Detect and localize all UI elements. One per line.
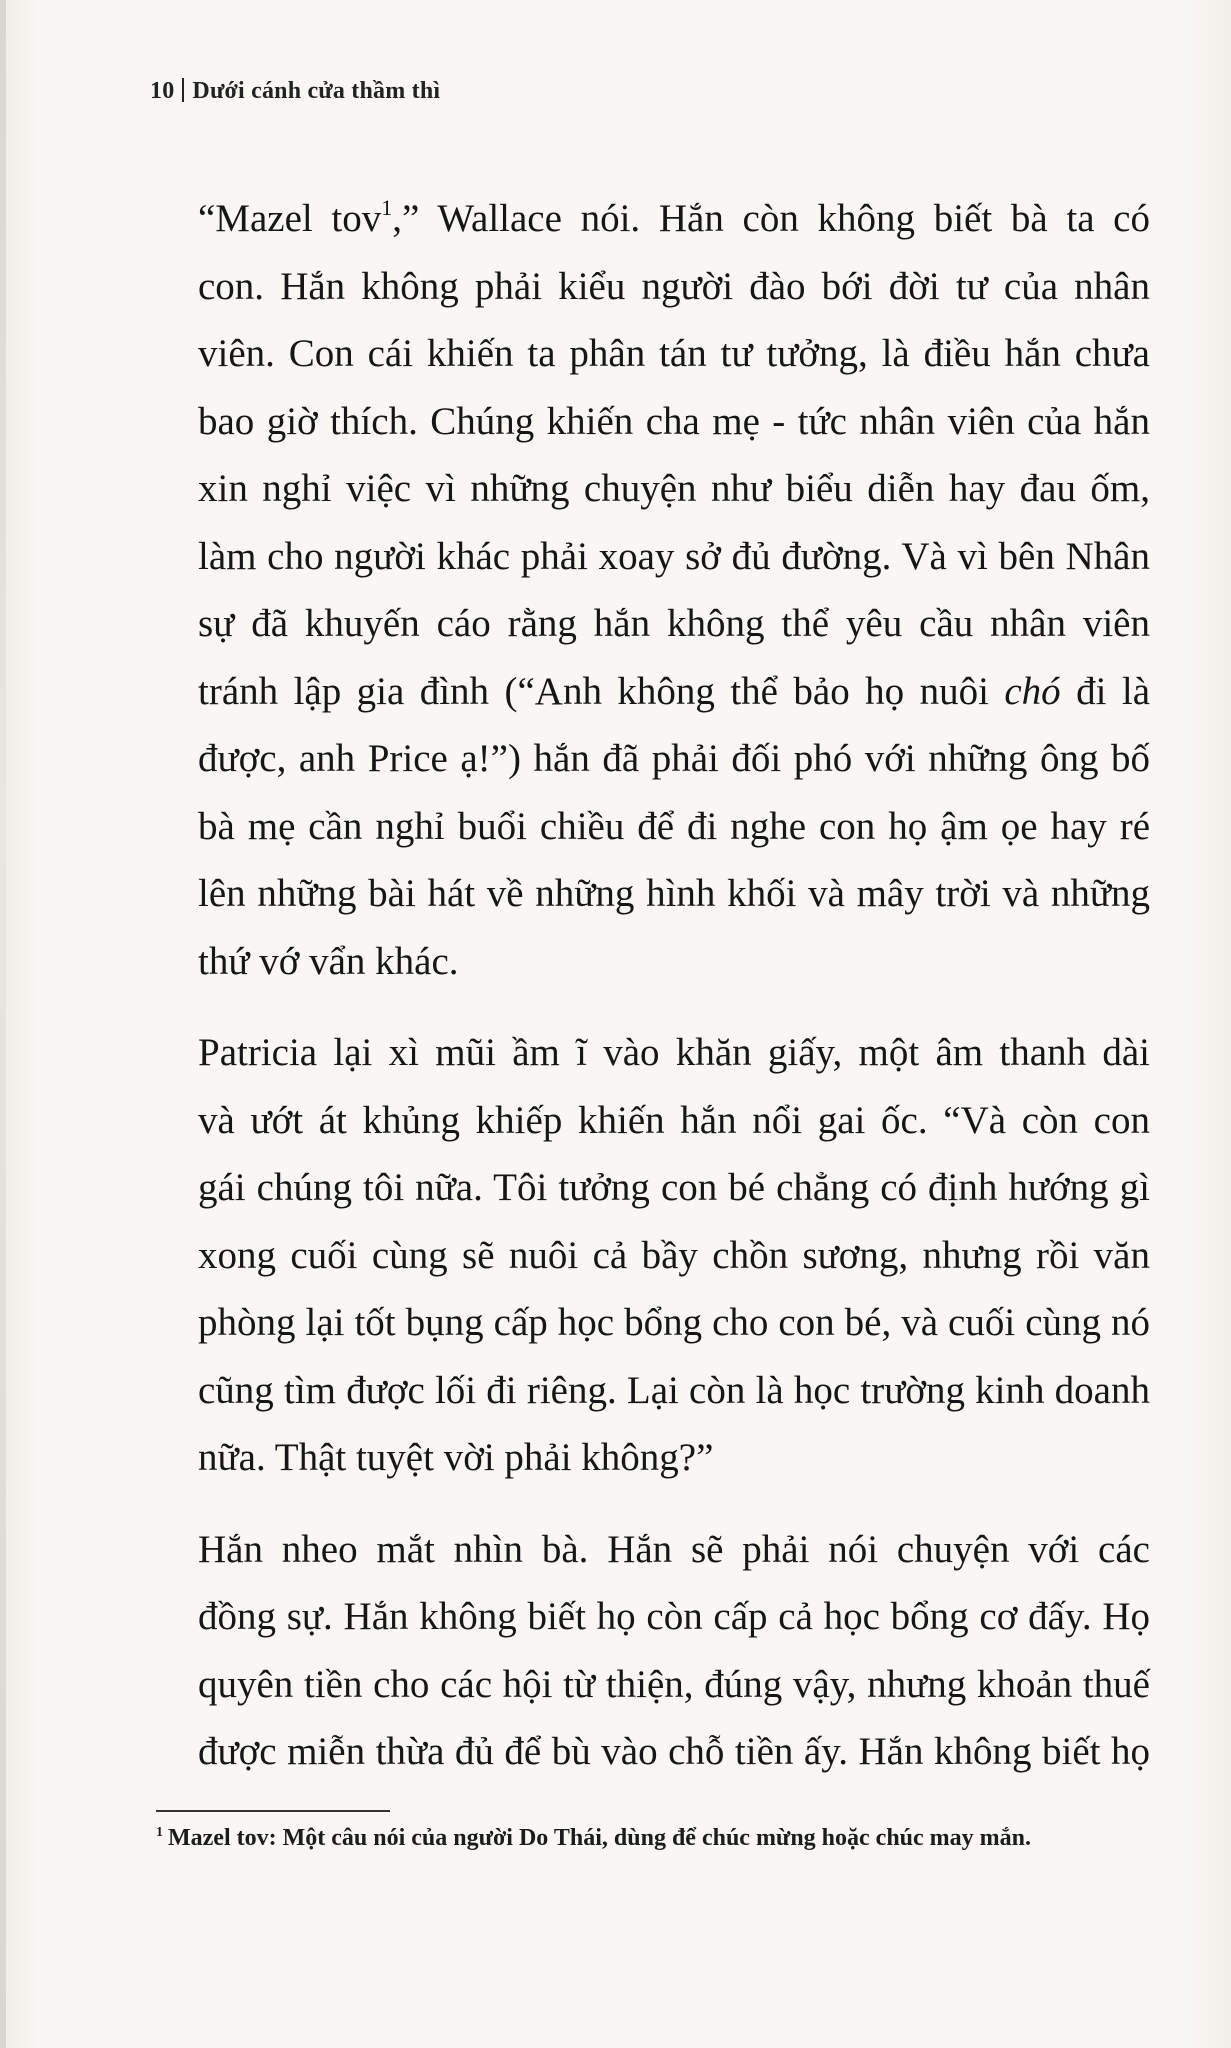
text-line: đồng sự. Hắn không biết họ còn cấp cả học bổng cơ đấy. Họ: [198, 1595, 1150, 1638]
text-line: thứ vớ vẩn khác.: [198, 939, 459, 983]
text-line: được, anh Price ạ!”) hắn đã phải đối phó với những ông bố: [198, 737, 1150, 780]
text-line: Hắn nheo mắt nhìn bà. Hắn sẽ phải nói chuyện với các: [198, 1527, 1150, 1571]
text-segment: đi là: [1060, 669, 1151, 713]
book-title: Dưới cánh cửa thầm thì: [192, 78, 441, 104]
text-line: nữa. Thật tuyệt vời phải không?”: [198, 1436, 714, 1479]
text-line: xong cuối cùng sẽ nuôi cả bầy chồn sương, nhưng rồi văn: [198, 1233, 1150, 1277]
page-number: 10: [150, 78, 175, 104]
text-line: sự đã khuyến cáo rằng hắn không thể yêu cầu nhân viên: [198, 602, 1150, 645]
text-line: quyên tiền cho các hội từ thiện, đúng vậy, nhưng khoản thuế: [198, 1662, 1150, 1706]
text-line: viên. Con cái khiến ta phân tán tư tưởng, là điều hắn chưa: [198, 332, 1150, 375]
text-line: phòng lại tốt bụng cấp học bổng cho con bé, và cuối cùng nó: [198, 1301, 1150, 1344]
text-line: Patricia lại xì mũi ầm ĩ vào khăn giấy, một âm thanh dài: [198, 1031, 1150, 1074]
text-line: [198, 658, 1150, 726]
footnote-marker: 1: [156, 1825, 163, 1840]
paragraph-2: [198, 1019, 1150, 1492]
footnote-separator: [156, 1810, 390, 1812]
text-line: lên những bài hát về những hình khối và mây trời và những: [198, 872, 1150, 915]
text-segment: tránh lập gia đình (“Anh không thể bảo họ nuôi: [198, 669, 1005, 713]
paragraph-1: [198, 185, 1150, 995]
header-separator: [182, 78, 184, 102]
page-gutter-edge: [0, 0, 6, 2048]
text-line: bà mẹ cần nghỉ buổi chiều để đi nghe con họ ậm ọe hay ré: [198, 804, 1150, 848]
text-line: làm cho người khác phải xoay sở đủ đường. Và vì bên Nhân: [198, 534, 1150, 578]
footnote: [156, 1825, 1116, 1852]
text-line: con. Hắn không phải kiểu người đào bới đời tư của nhân: [198, 264, 1150, 308]
text-line: được miễn thừa đủ để bù vào chỗ tiền ấy. Hắn không biết họ: [198, 1730, 1150, 1773]
body-text: [198, 185, 1150, 1786]
running-header: [150, 78, 440, 105]
text-line: và ướt át khủng khiếp khiến hắn nổi gai ốc. “Và còn con: [198, 1098, 1150, 1142]
footnote-text: Mazel tov: Một câu nói của người Do Thái, dùng để chúc mừng hoặc chúc may mắn.: [168, 1825, 1032, 1851]
text-line: xin nghỉ việc vì những chuyện như biểu diễn hay đau ốm,: [198, 467, 1150, 510]
paragraph-3: [198, 1516, 1150, 1786]
text-line: [198, 185, 1150, 253]
text-line: bao giờ thích. Chúng khiến cha mẹ - tức nhân viên của hắn: [198, 399, 1150, 443]
text-line: gái chúng tôi nữa. Tôi tưởng con bé chẳng có định hướng gì: [198, 1166, 1150, 1209]
text-segment: “Mazel tov: [198, 197, 382, 240]
text-segment: ,” Wallace nói. Hắn còn không biết bà ta có: [392, 197, 1150, 240]
text-line: cũng tìm được lối đi riêng. Lại còn là học trường kinh doanh: [198, 1368, 1150, 1412]
italic-emphasis: chó: [1004, 669, 1061, 713]
footnote-reference: 1: [381, 195, 393, 220]
